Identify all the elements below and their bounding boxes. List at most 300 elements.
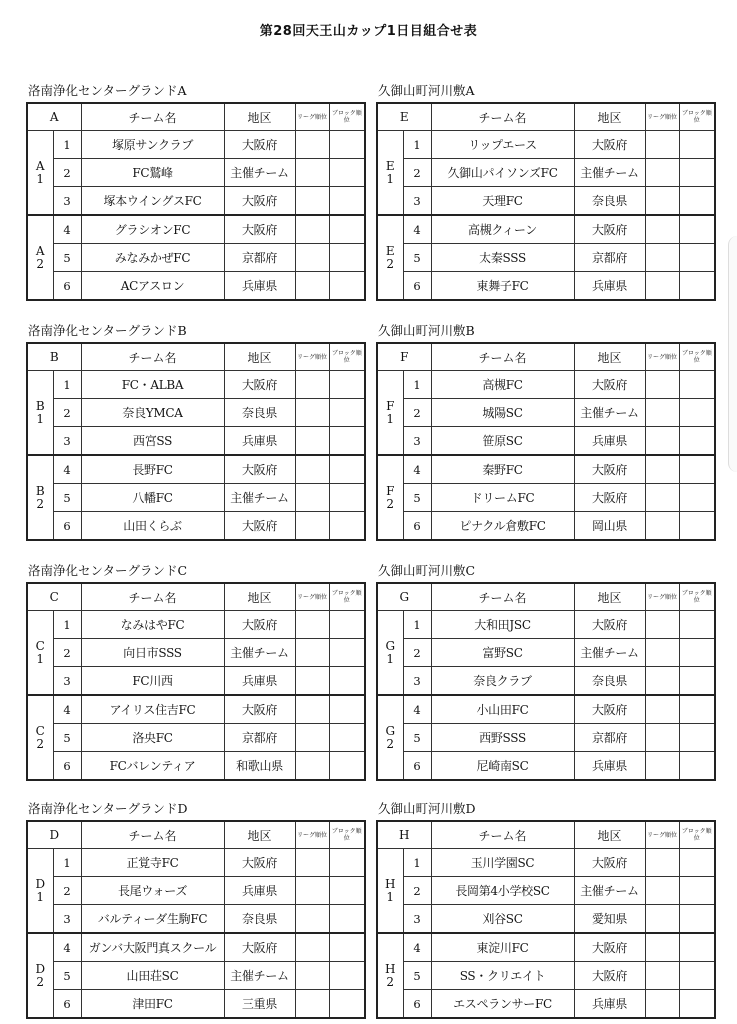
- team-row: [377, 272, 715, 301]
- team-header: チーム名: [431, 821, 574, 849]
- team-area: 主催チーム: [574, 159, 645, 187]
- group-table: [376, 582, 716, 781]
- league-rank-cell: [295, 695, 329, 724]
- subgroup-letter: B: [35, 483, 45, 498]
- row-number: 1: [53, 131, 81, 159]
- team-name: 山田くらぶ: [81, 512, 224, 541]
- subgroup-label: [27, 611, 53, 696]
- row-number: 2: [403, 399, 431, 427]
- team-row: [27, 695, 365, 724]
- team-row: [377, 639, 715, 667]
- group-table: [376, 102, 716, 301]
- league-rank-cell: [295, 933, 329, 962]
- row-number: 1: [53, 611, 81, 639]
- subgroup-label: [27, 933, 53, 1018]
- subgroup-label: [377, 933, 403, 1018]
- team-name: 八幡FC: [81, 484, 224, 512]
- team-row: [27, 849, 365, 877]
- league-rank-cell: [295, 131, 329, 159]
- league-rank-cell: [645, 667, 679, 696]
- league-rank-cell: [295, 752, 329, 781]
- area-header: 地区: [574, 821, 645, 849]
- team-area: 大阪府: [224, 187, 295, 216]
- group-block-c: [26, 560, 364, 781]
- league-rank-cell: [295, 724, 329, 752]
- page-title: 第28回天王山カップ1日目組合せ表: [259, 24, 478, 39]
- league-rank-header: リーグ順位: [645, 343, 679, 371]
- row-number: 3: [53, 667, 81, 696]
- team-name: ドリームFC: [431, 484, 574, 512]
- row-number: 3: [53, 427, 81, 456]
- team-header: チーム名: [431, 343, 574, 371]
- block-rank-cell: [679, 933, 715, 962]
- venue-name: 久御山町河川敷C: [378, 563, 476, 578]
- block-rank-cell: [329, 512, 365, 541]
- block-rank-cell: [329, 905, 365, 934]
- team-name: アイリス住吉FC: [81, 695, 224, 724]
- team-row: [27, 639, 365, 667]
- block-rank-cell: [329, 484, 365, 512]
- league-rank-cell: [645, 877, 679, 905]
- block-rank-cell: [679, 187, 715, 216]
- row-number: 4: [403, 215, 431, 244]
- row-number: 4: [403, 695, 431, 724]
- league-rank-cell: [295, 159, 329, 187]
- league-rank-header: リーグ順位: [295, 103, 329, 131]
- team-area: 主催チーム: [224, 962, 295, 990]
- group-letter: F: [377, 343, 431, 371]
- subgroup-letter: G: [385, 723, 396, 738]
- row-number: 3: [403, 427, 431, 456]
- subgroup-number: 1: [36, 411, 45, 426]
- team-row: [27, 455, 365, 484]
- subgroup-letter: F: [386, 483, 395, 498]
- team-header: チーム名: [81, 821, 224, 849]
- venue-name: 久御山町河川敷D: [378, 801, 476, 816]
- league-rank-cell: [645, 611, 679, 639]
- group-block-h: [376, 798, 714, 1019]
- group-letter: E: [377, 103, 431, 131]
- group-table: [26, 582, 366, 781]
- block-rank-cell: [679, 215, 715, 244]
- block-rank-cell: [329, 724, 365, 752]
- block-rank-cell: [329, 455, 365, 484]
- subgroup-letter: H: [385, 876, 396, 891]
- subgroup-letter: D: [35, 876, 46, 891]
- team-area: 京都府: [224, 244, 295, 272]
- team-area: 大阪府: [574, 215, 645, 244]
- block-rank-cell: [329, 752, 365, 781]
- subgroup-label: [27, 131, 53, 216]
- block-rank-cell: [679, 639, 715, 667]
- block-rank-cell: [679, 695, 715, 724]
- team-area: 大阪府: [574, 371, 645, 399]
- league-rank-cell: [295, 849, 329, 877]
- venue-name: 洛南浄化センターグランドD: [28, 801, 188, 816]
- league-rank-cell: [295, 244, 329, 272]
- subgroup-number: 1: [386, 411, 395, 426]
- block-rank-cell: [679, 371, 715, 399]
- row-number: 3: [403, 905, 431, 934]
- venue-name: 久御山町河川敷B: [378, 323, 475, 338]
- group-letter: H: [377, 821, 431, 849]
- group-letter: A: [27, 103, 81, 131]
- team-row: [377, 187, 715, 216]
- subgroup-number: 1: [36, 171, 45, 186]
- subgroup-number: 2: [36, 256, 45, 271]
- league-rank-cell: [295, 611, 329, 639]
- team-name: 東舞子FC: [431, 272, 574, 301]
- team-area: 大阪府: [224, 371, 295, 399]
- row-number: 1: [53, 371, 81, 399]
- league-rank-cell: [295, 399, 329, 427]
- row-number: 6: [53, 990, 81, 1019]
- row-number: 2: [403, 877, 431, 905]
- subgroup-letter: A: [35, 158, 45, 173]
- block-rank-cell: [679, 962, 715, 990]
- team-row: [27, 752, 365, 781]
- league-rank-cell: [295, 371, 329, 399]
- subgroup-number: 1: [386, 651, 395, 666]
- league-rank-cell: [295, 990, 329, 1019]
- block-rank-cell: [679, 724, 715, 752]
- block-rank-cell: [329, 695, 365, 724]
- row-number: 3: [53, 187, 81, 216]
- league-rank-cell: [645, 695, 679, 724]
- team-name: ACアスロン: [81, 272, 224, 301]
- team-row: [27, 990, 365, 1019]
- team-row: [377, 962, 715, 990]
- group-table: [26, 820, 366, 1019]
- league-rank-header: リーグ順位: [295, 583, 329, 611]
- team-row: [27, 484, 365, 512]
- group-block-a: [26, 80, 364, 301]
- scrollbar[interactable]: [728, 236, 737, 472]
- row-number: 1: [403, 131, 431, 159]
- league-rank-cell: [645, 131, 679, 159]
- block-rank-cell: [329, 215, 365, 244]
- block-rank-header: ブロック順位: [329, 583, 365, 611]
- subgroup-number: 1: [386, 171, 395, 186]
- team-area: 主催チーム: [574, 877, 645, 905]
- header-row: [377, 583, 715, 611]
- block-rank-cell: [679, 667, 715, 696]
- team-name: 山田荘SC: [81, 962, 224, 990]
- team-name: バルティーダ生駒FC: [81, 905, 224, 934]
- league-rank-cell: [295, 484, 329, 512]
- block-rank-cell: [679, 399, 715, 427]
- league-rank-cell: [645, 371, 679, 399]
- block-rank-cell: [679, 611, 715, 639]
- team-name: 天理FC: [431, 187, 574, 216]
- row-number: 5: [53, 244, 81, 272]
- team-row: [27, 933, 365, 962]
- header-row: [27, 583, 365, 611]
- league-rank-cell: [645, 990, 679, 1019]
- group-letter: D: [27, 821, 81, 849]
- subgroup-label: [27, 215, 53, 300]
- league-rank-cell: [295, 667, 329, 696]
- row-number: 6: [53, 512, 81, 541]
- team-row: [377, 933, 715, 962]
- team-name: 洛央FC: [81, 724, 224, 752]
- league-rank-cell: [645, 962, 679, 990]
- team-name: 刈谷SC: [431, 905, 574, 934]
- row-number: 5: [403, 962, 431, 990]
- block-rank-cell: [329, 131, 365, 159]
- subgroup-letter: G: [385, 638, 396, 653]
- subgroup-letter: C: [35, 723, 45, 738]
- team-row: [27, 244, 365, 272]
- header-row: [377, 343, 715, 371]
- team-row: [377, 877, 715, 905]
- subgroup-label: [377, 611, 403, 696]
- league-rank-cell: [645, 455, 679, 484]
- team-area: 大阪府: [224, 849, 295, 877]
- team-row: [377, 427, 715, 456]
- group-letter: C: [27, 583, 81, 611]
- league-rank-cell: [645, 215, 679, 244]
- team-name: 富野SC: [431, 639, 574, 667]
- subgroup-number: 2: [36, 496, 45, 511]
- league-rank-cell: [645, 905, 679, 934]
- team-area: 奈良県: [574, 667, 645, 696]
- row-number: 2: [53, 877, 81, 905]
- team-row: [27, 215, 365, 244]
- subgroup-number: 1: [36, 889, 45, 904]
- league-rank-cell: [645, 512, 679, 541]
- league-rank-cell: [645, 399, 679, 427]
- block-rank-header: ブロック順位: [329, 821, 365, 849]
- team-row: [27, 512, 365, 541]
- team-row: [27, 724, 365, 752]
- block-rank-cell: [329, 427, 365, 456]
- header-row: [377, 821, 715, 849]
- row-number: 4: [53, 695, 81, 724]
- league-rank-header: リーグ順位: [645, 103, 679, 131]
- block-rank-cell: [679, 244, 715, 272]
- row-number: 6: [403, 990, 431, 1019]
- team-area: 大阪府: [224, 933, 295, 962]
- row-number: 1: [403, 371, 431, 399]
- subgroup-label: [377, 131, 403, 216]
- group-table: [376, 342, 716, 541]
- row-number: 1: [403, 849, 431, 877]
- team-row: [377, 752, 715, 781]
- team-name: 久御山パイソンズFC: [431, 159, 574, 187]
- team-row: [27, 371, 365, 399]
- subgroup-letter: H: [385, 961, 396, 976]
- team-area: 奈良県: [224, 399, 295, 427]
- league-rank-cell: [295, 187, 329, 216]
- team-header: チーム名: [81, 583, 224, 611]
- team-name: ピナクル倉敷FC: [431, 512, 574, 541]
- league-rank-header: リーグ順位: [295, 343, 329, 371]
- team-area: 大阪府: [224, 131, 295, 159]
- team-area: 兵庫県: [224, 272, 295, 301]
- league-rank-cell: [645, 272, 679, 301]
- team-row: [377, 695, 715, 724]
- league-rank-cell: [645, 849, 679, 877]
- area-header: 地区: [224, 583, 295, 611]
- row-number: 6: [403, 272, 431, 301]
- team-row: [377, 724, 715, 752]
- team-name: 大和田JSC: [431, 611, 574, 639]
- block-rank-cell: [329, 639, 365, 667]
- league-rank-cell: [295, 512, 329, 541]
- team-area: 主催チーム: [224, 484, 295, 512]
- block-rank-cell: [329, 272, 365, 301]
- subgroup-label: [27, 371, 53, 456]
- subgroup-number: 2: [386, 974, 395, 989]
- league-rank-cell: [645, 752, 679, 781]
- block-rank-cell: [679, 512, 715, 541]
- team-area: 大阪府: [224, 512, 295, 541]
- league-rank-cell: [295, 905, 329, 934]
- team-row: [27, 159, 365, 187]
- subgroup-label: [377, 849, 403, 934]
- area-header: 地区: [574, 583, 645, 611]
- team-header: チーム名: [431, 583, 574, 611]
- team-name: FC鷲峰: [81, 159, 224, 187]
- team-row: [27, 131, 365, 159]
- block-rank-cell: [329, 187, 365, 216]
- team-area: 兵庫県: [574, 272, 645, 301]
- team-row: [377, 455, 715, 484]
- team-row: [377, 849, 715, 877]
- team-row: [377, 399, 715, 427]
- block-rank-cell: [329, 849, 365, 877]
- team-name: 塚本ウイングスFC: [81, 187, 224, 216]
- subgroup-label: [377, 215, 403, 300]
- header-row: [27, 821, 365, 849]
- row-number: 6: [53, 752, 81, 781]
- row-number: 2: [53, 639, 81, 667]
- row-number: 3: [403, 667, 431, 696]
- team-name: 城陽SC: [431, 399, 574, 427]
- block-rank-header: ブロック順位: [679, 583, 715, 611]
- team-name: 太秦SSS: [431, 244, 574, 272]
- header-row: [377, 103, 715, 131]
- team-name: 玉川学園SC: [431, 849, 574, 877]
- subgroup-number: 1: [386, 889, 395, 904]
- team-area: 大阪府: [574, 849, 645, 877]
- venue-name: 洛南浄化センターグランドC: [28, 563, 188, 578]
- block-rank-cell: [329, 159, 365, 187]
- subgroup-number: 2: [386, 256, 395, 271]
- team-area: 愛知県: [574, 905, 645, 934]
- team-name: リップエース: [431, 131, 574, 159]
- league-rank-cell: [295, 877, 329, 905]
- team-name: 西宮SS: [81, 427, 224, 456]
- team-name: 向日市SSS: [81, 639, 224, 667]
- team-header: チーム名: [81, 343, 224, 371]
- row-number: 6: [403, 752, 431, 781]
- block-rank-header: ブロック順位: [679, 343, 715, 371]
- group-block-d: [26, 798, 364, 1019]
- row-number: 1: [403, 611, 431, 639]
- block-rank-cell: [329, 244, 365, 272]
- team-name: 秦野FC: [431, 455, 574, 484]
- subgroup-letter: D: [35, 961, 46, 976]
- team-area: 兵庫県: [574, 427, 645, 456]
- area-header: 地区: [224, 343, 295, 371]
- subgroup-letter: C: [35, 638, 45, 653]
- team-area: 主催チーム: [224, 639, 295, 667]
- team-area: 主催チーム: [574, 639, 645, 667]
- venue-name: 洛南浄化センターグランドA: [28, 83, 187, 98]
- row-number: 2: [403, 159, 431, 187]
- team-row: [377, 990, 715, 1019]
- team-name: FC川西: [81, 667, 224, 696]
- league-rank-cell: [645, 187, 679, 216]
- venue-name: 洛南浄化センターグランドB: [28, 323, 187, 338]
- team-name: エスペランサーFC: [431, 990, 574, 1019]
- league-rank-cell: [645, 724, 679, 752]
- team-area: 京都府: [574, 244, 645, 272]
- team-area: 主催チーム: [224, 159, 295, 187]
- block-rank-cell: [679, 427, 715, 456]
- team-name: SS・クリエイト: [431, 962, 574, 990]
- group-table: [26, 102, 366, 301]
- team-row: [27, 187, 365, 216]
- team-area: 岡山県: [574, 512, 645, 541]
- group-block-f: [376, 320, 714, 541]
- block-rank-cell: [329, 962, 365, 990]
- team-row: [377, 159, 715, 187]
- row-number: 2: [403, 639, 431, 667]
- team-area: 兵庫県: [574, 990, 645, 1019]
- subgroup-label: [377, 455, 403, 540]
- team-name: 笹原SC: [431, 427, 574, 456]
- block-rank-cell: [679, 131, 715, 159]
- team-name: なみはやFC: [81, 611, 224, 639]
- subgroup-number: 2: [36, 974, 45, 989]
- row-number: 1: [53, 849, 81, 877]
- team-name: グラシオンFC: [81, 215, 224, 244]
- team-area: 奈良県: [574, 187, 645, 216]
- team-row: [377, 611, 715, 639]
- team-row: [377, 215, 715, 244]
- league-rank-cell: [295, 272, 329, 301]
- area-header: 地区: [224, 103, 295, 131]
- block-rank-cell: [679, 877, 715, 905]
- team-header: チーム名: [431, 103, 574, 131]
- league-rank-cell: [295, 215, 329, 244]
- group-table: [376, 820, 716, 1019]
- team-area: 大阪府: [574, 962, 645, 990]
- team-name: 津田FC: [81, 990, 224, 1019]
- block-rank-cell: [679, 484, 715, 512]
- block-rank-cell: [329, 933, 365, 962]
- league-rank-cell: [645, 244, 679, 272]
- block-rank-cell: [679, 849, 715, 877]
- league-rank-cell: [645, 639, 679, 667]
- subgroup-letter: F: [386, 398, 395, 413]
- team-row: [377, 512, 715, 541]
- team-area: 三重県: [224, 990, 295, 1019]
- team-area: 大阪府: [574, 611, 645, 639]
- row-number: 5: [53, 724, 81, 752]
- block-rank-header: ブロック順位: [679, 821, 715, 849]
- area-header: 地区: [574, 343, 645, 371]
- block-rank-header: ブロック順位: [679, 103, 715, 131]
- team-row: [27, 962, 365, 990]
- row-number: 4: [403, 455, 431, 484]
- team-row: [27, 667, 365, 696]
- league-rank-cell: [295, 427, 329, 456]
- team-name: 小山田FC: [431, 695, 574, 724]
